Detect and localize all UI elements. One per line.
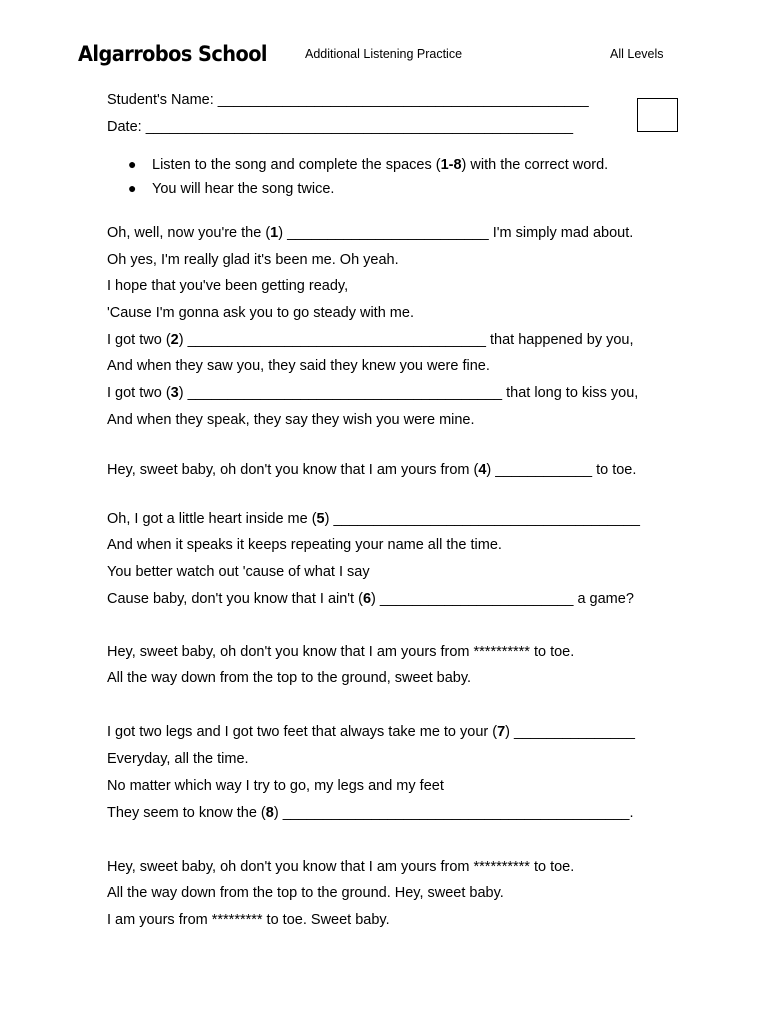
lyric-line-blank-1: Oh, well, now you're the (1) _________________________ I'm simply mad about. — [107, 225, 634, 241]
lyric-line: No matter which way I try to go, my legs and my feet — [107, 778, 444, 794]
lyric-line: And when it speaks it keeps repeating your name all the time. — [107, 537, 502, 553]
lyric-line: And when they speak, they say they wish you were mine. — [107, 412, 475, 428]
student-name-label: Student's Name: — [107, 92, 214, 108]
lyric-line: Oh yes, I'm really glad it's been me. Oh yeah. — [107, 252, 399, 268]
level-label: All Levels — [610, 47, 664, 61]
student-name-line[interactable] — [107, 92, 589, 108]
lyric-line-blank-2: I got two (2) _____________________________________ that happened by you, — [107, 332, 634, 348]
lyric-line-blank-3: I got two (3) _______________________________________ that long to kiss you, — [107, 385, 639, 401]
lyric-line-blank-7: I got two legs and I got two feet that always take me to your (7) _______________ — [107, 724, 635, 740]
lyric-line-blank-4: Hey, sweet baby, oh don't you know that I am yours from (4) ____________ to toe. — [107, 462, 637, 478]
date-line[interactable] — [107, 119, 573, 135]
worksheet-title: Additional Listening Practice — [305, 47, 463, 61]
lyric-line: Hey, sweet baby, oh don't you know that I am yours from ********** to toe. — [107, 859, 575, 875]
lyric-line: And when they saw you, they said they knew you were fine. — [107, 358, 490, 374]
lyric-line-blank-6: Cause baby, don't you know that I ain't (6) ________________________ a game? — [107, 591, 634, 607]
date-blank[interactable]: _____________________________________________________ — [145, 119, 574, 135]
lyric-line-blank-5: Oh, I got a little heart inside me (5) ______________________________________ — [107, 511, 640, 527]
student-name-blank[interactable]: ______________________________________________ — [217, 92, 589, 108]
score-box[interactable] — [637, 98, 678, 132]
lyric-line: Hey, sweet baby, oh don't you know that I am yours from ********** to toe. — [107, 644, 575, 660]
lyric-line-blank-8: They seem to know the (8) ___________________________________________. — [107, 805, 634, 821]
school-name: Algarrobos School — [78, 42, 268, 66]
bullet-icon: ● — [128, 156, 137, 172]
instruction-1: Listen to the song and complete the spaces (1-8) with the correct word. — [152, 157, 609, 173]
lyric-line: You better watch out 'cause of what I say — [107, 564, 370, 580]
lyric-line: I hope that you've been getting ready, — [107, 278, 349, 294]
lyric-line: All the way down from the top to the ground, sweet baby. — [107, 670, 472, 686]
lyric-line: 'Cause I'm gonna ask you to go steady with me. — [107, 305, 414, 321]
instruction-2: You will hear the song twice. — [152, 181, 335, 197]
lyric-line: All the way down from the top to the ground. Hey, sweet baby. — [107, 885, 504, 901]
bullet-icon: ● — [128, 180, 137, 196]
lyric-line: I am yours from ********* to toe. Sweet baby. — [107, 912, 390, 928]
date-label: Date: — [107, 119, 142, 135]
lyric-line: Everyday, all the time. — [107, 751, 249, 767]
